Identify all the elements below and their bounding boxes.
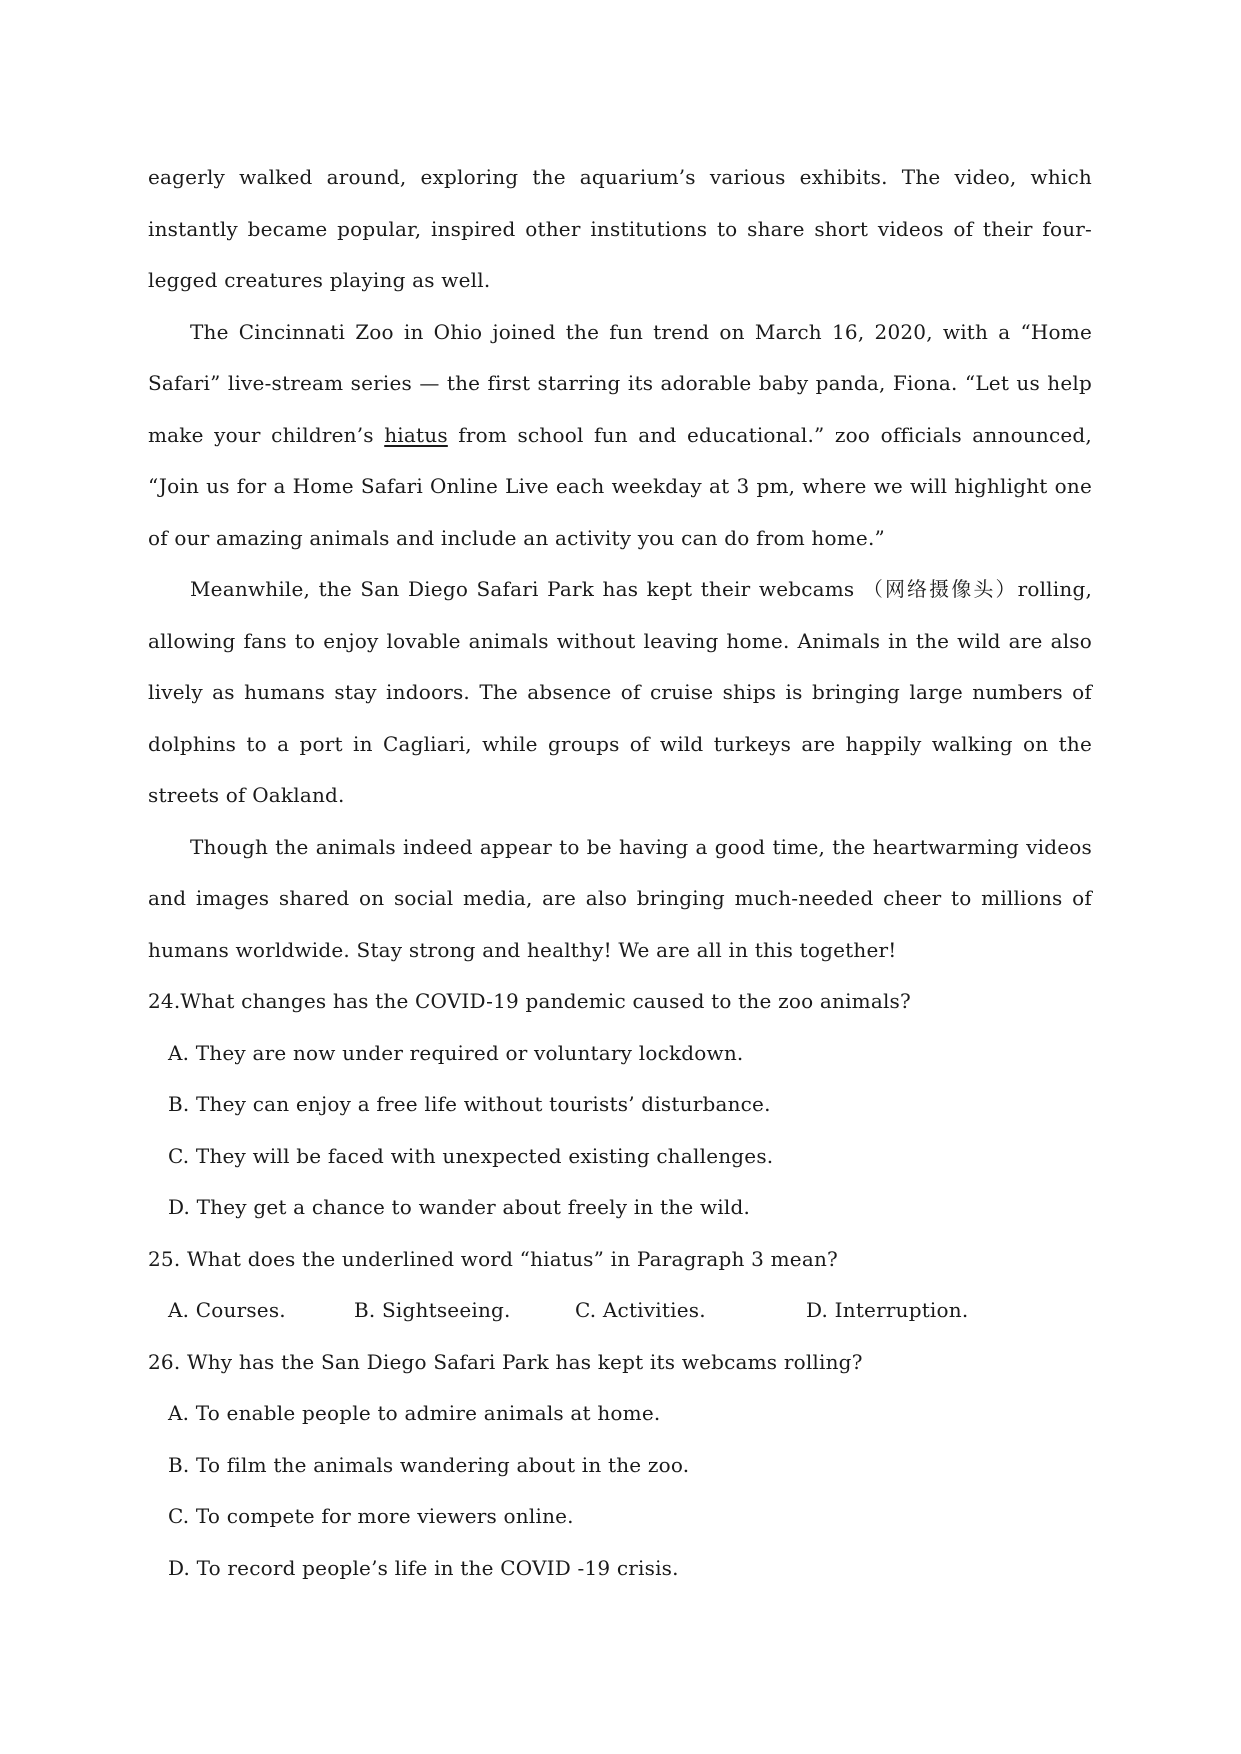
question-25-option-a: A. Courses. [168, 1298, 286, 1322]
question-24-option-b: B. They can enjoy a free life without tourists’ disturbance. [168, 1092, 771, 1116]
passage-paragraph-2 [148, 307, 1092, 565]
question-26-stem: 26. Why has the San Diego Safari Park has kept its webcams rolling? [148, 1349, 863, 1374]
document-page [148, 152, 1092, 1594]
question-24-option-d: D. They get a chance to wander about freely in the wild. [168, 1195, 751, 1219]
passage-paragraph-1: eagerly walked around, exploring the aquarium’s various exhibits. The video, which instantly became popular, inspired other institutions to share short videos of their four-legged creatures playing as well. [148, 165, 1092, 292]
question-24-stem: 24.What changes has the COVID-19 pandemic caused to the zoo animals? [148, 989, 911, 1013]
question-25-option-d: D. Interruption. [806, 1298, 969, 1322]
question-25-options [148, 1285, 1092, 1337]
paragraph-2-text-before: The Cincinnati Zoo in Ohio joined the fun trend on March 16, 2020, with a “Home Safari” live-stream series — the first starring its adorable baby panda, Fiona. “Let us help make your children’s [148, 319, 1092, 447]
passage-paragraph-3: Meanwhile, the San Diego Safari Park has kept their webcams （网络摄像头）rolling, allowing fans to enjoy lovable animals without leaving home. Animals in the wild are also lively as humans stay indoors. The absence of cruise ships is bringing large numbers of dolphins to a port in Cagliari, while groups of wild turkeys are happily walking on the streets of Oakland. [148, 577, 1092, 807]
paragraph-2-text-after: from school fun and educational.” zoo officials announced, “Join us for a Home Safari Online Live each weekday at 3 pm, where we will highlight one of our amazing animals and include an activity you can do from home.” [148, 422, 1092, 550]
passage-paragraph-4: Though the animals indeed appear to be having a good time, the heartwarming videos and images shared on social media, are also bringing much-needed cheer to millions of humans worldwide. Stay strong and healthy! We are all in this together! [148, 834, 1092, 962]
question-24-option-c: C. They will be faced with unexpected existing challenges. [168, 1143, 774, 1168]
question-25-option-c: C. Activities. [575, 1298, 706, 1322]
question-26-option-d: D. To record people’s life in the COVID -19 crisis. [168, 1555, 679, 1580]
underlined-word-hiatus: hiatus [384, 422, 448, 447]
question-26-option-c: C. To compete for more viewers online. [168, 1504, 574, 1528]
question-26-option-a: A. To enable people to admire animals at home. [168, 1401, 661, 1425]
question-26-option-b: B. To film the animals wandering about in the zoo. [168, 1452, 690, 1477]
question-25-option-b: B. Sightseeing. [354, 1298, 511, 1322]
question-24-option-a: A. They are now under required or voluntary lockdown. [168, 1040, 744, 1065]
question-25-stem: 25. What does the underlined word “hiatus” in Paragraph 3 mean? [148, 1246, 838, 1271]
